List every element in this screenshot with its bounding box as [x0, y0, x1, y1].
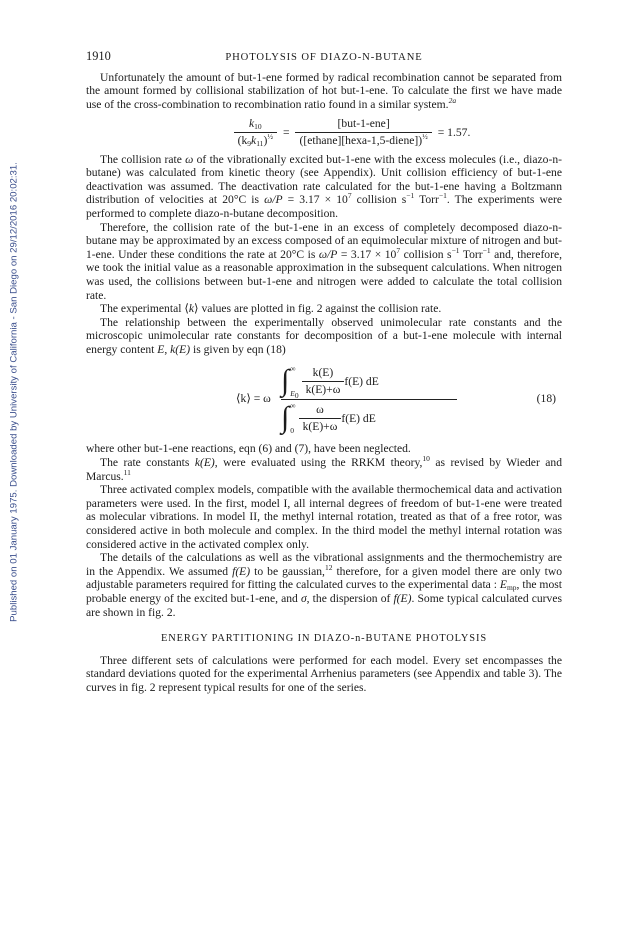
page-number: 1910 [86, 49, 111, 63]
download-watermark [6, 92, 22, 692]
integral-ratio [281, 364, 457, 435]
fraction-k-ratio: $\frac{k_{10}}{(k_9k_{11})^{\frac{1}{2}}}$ [234, 117, 277, 147]
equation-number: (18) [536, 392, 556, 406]
paragraph-2: The collision rate ω of the vibrationally excited but-1-ene with the excess molecules (i.e., diazo-n-butane) was calculated from kinetic theory (see Appendix). Unit collision efficiency of but-1-ene deactivation was assumed. The deactivation rate calculated for the but-1-ene having a Boltzmann distribution of velocities at 20°C is $\omega/P = 3.17 \times 10^7$ collision $s^{-1}$ Torr$^{-1}$. The experiments were performed to complete diazo-n-butane decomposition. [86, 152, 562, 220]
fraction-bar [281, 399, 457, 400]
equation-ratio: $\frac{k_{10}}{(k_9k_{11})^{\frac{1}{2}}}$ = $\frac{\text{[but-1-ene]}}{([ethane][hexa-1,5-diene])^{\frac{1}{2}}}$ = 1.57. [148, 117, 562, 147]
paragraph-8: Three activated complex models, compatible with the available thermochemical data and activation parameters were used. In the first, model I, all internal degrees of freedom of but-1-ene were treated as molecular vibrations. In model II, the methyl internal rotation, treated as that of a free rotor, was considered active in both molecule and complex. In the third model the methyl internal rotation was considered active in the activated complex only. [86, 483, 562, 551]
numerator-integral: ∫ ∞ $E_0$ $\frac{k(E)}{k(E)+\omega}$ f(E) dE [281, 364, 379, 401]
denominator-integral: ∫ ∞ 0 $\frac{\omega}{k(E)+\omega}$ f(E) dE [281, 401, 376, 436]
equation-18-lhs: ⟨k⟩ = ω [236, 392, 271, 406]
paragraph-7: The rate constants k(E), were evaluated using the RRKM theory,$^{10}$ as revised by Wieder and Marcus.$^{11}$ [86, 454, 562, 483]
page-header [86, 50, 562, 65]
equation-18 [86, 360, 562, 438]
download-watermark-text: Published on 01 January 1975. Downloaded by University of California - San Diego on 29/12/2016 20:02:31. [8, 162, 20, 622]
paragraph-1: Unfortunately the amount of but-1-ene formed by radical recombination cannot be separated from the amount formed by collisional stabilization of hot but-1-ene. To calculate the first we have made use of the cross-combination to recombination ratio found in a similar system.$^{2a}$ [86, 70, 562, 111]
paragraph-10: Three different sets of calculations were performed for each model. Every set encompasses the standard deviations quoted for the experimental Arrhenius parameters (see Appendix and table 3). The curves in fig. 2 represent typical results for one of the series. [86, 653, 562, 694]
paragraph-5: The relationship between the experimentally observed unimolecular rate constants and the microscopic unimolecular rate constants for decomposition of a but-1-ene molecule with internal energy content E, k(E) is given by eqn (18) [86, 315, 562, 356]
section-heading: ENERGY PARTITIONING IN DIAZO-n-BUTANE PHOTOLYSIS [160, 633, 488, 645]
fraction-concentration-ratio: $\frac{\text{[but-1-ene]}}{([ethane][hexa-1,5-diene])^{\frac{1}{2}}}$ [295, 117, 431, 147]
running-title: PHOTOLYSIS OF DIAZO-N-BUTANE [225, 52, 423, 63]
page-content [86, 50, 562, 695]
paragraph-4: The experimental ⟨k⟩ values are plotted in fig. 2 against the collision rate. [100, 302, 442, 316]
paragraph-9: The details of the calculations as well as the vibrational assignments and the thermochemistry are in the Appendix. We assumed f(E) to be gaussian,$^{12}$ therefore, for a given model there are only two adjustable parameters required for fitting the calculated curves to the experimental data : $E_{mp}$, the most probable energy of the excited but-1-ene, and σ, the dispersion of f(E). Some typical calculated curves are shown in fig. 2. [86, 551, 562, 619]
paragraph-6: where other but-1-ene reactions, eqn (6) and (7), have been neglected. [86, 442, 411, 456]
paragraph-3: Therefore, the collision rate of the but-1-ene in an excess of completely decomposed diazo-n-butane may be approximated by an excess composed of an equimolecular mixture of nitrogen and but-1-ene. Under these conditions the rate at 20°C is $\omega/P = 3.17 \times 10^7$ collision $s^{-1}$ Torr$^{-1}$ and, therefore, we took the initial value as a reasonable approximation in the subsequent calculations. When nitrogen was used, the collisions between but-1-ene and nitrogen were added to calculate the total collision rate. [86, 220, 563, 302]
